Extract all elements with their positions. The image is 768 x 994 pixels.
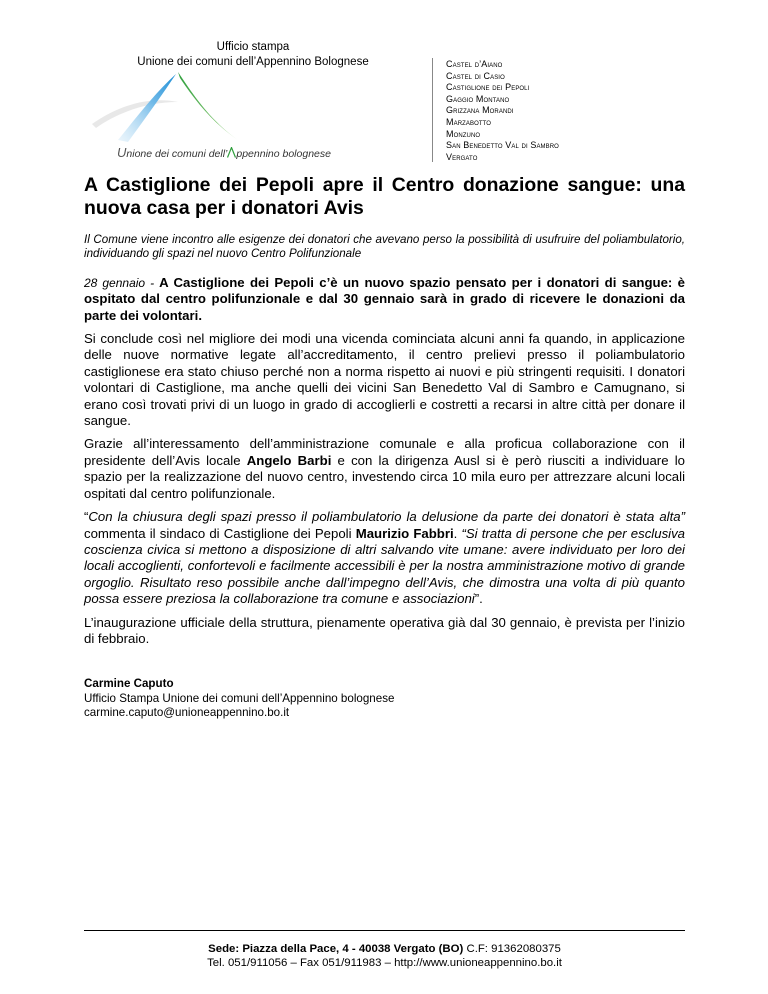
municipality-item: San Benedetto Val di Sambro — [446, 140, 559, 151]
attribution-text: commenta il sindaco di Castiglione dei Pepoli — [84, 525, 356, 541]
logo-text-middle: nione dei comuni dell’ — [126, 148, 228, 160]
union-logo — [88, 66, 258, 148]
quote-text: Con la chiusura degli spazi presso il poliambulatorio la delusione da parte dei donatori è stata alta” — [88, 509, 685, 525]
municipality-item: Gaggio Montano — [446, 93, 510, 104]
union-name: Unione dei comuni dell’Appennino Bolognese — [137, 55, 369, 68]
municipality-item: Grizzana Morandi — [446, 105, 514, 116]
footer — [84, 942, 685, 970]
municipality-item: Vergato — [446, 151, 478, 162]
lead-text: A Castiglione dei Pepoli c’è un nuovo spazio pensato per i donatori di sangue: è ospitato dal centro polifunzionale e dal 30 gennaio sarà in grado di ricevere le donazioni da parte dei volontari. — [84, 274, 685, 323]
attribution-punct: . — [453, 525, 462, 541]
paragraph-collaboration — [84, 436, 685, 502]
logo-text-end: ppennino bolognese — [236, 148, 331, 160]
footer-contacts[interactable]: Tel. 051/911056 – Fax 051/911983 – http://www.unioneappennino.bo.it — [207, 957, 562, 969]
press-office-heading — [128, 40, 378, 69]
quote-mark: ”. — [474, 591, 483, 607]
article-subtitle: Il Comune viene incontro alle esigenze dei donatori che avevano perso la possibilità di usufruire del poliambulatorio, individuando gli spazi nel nuovo Centro Polifunzionale — [84, 233, 685, 261]
person-name-fabbri: Maurizio Fabbri — [355, 525, 454, 541]
signature-email[interactable]: carmine.caputo@unioneappennino.bo.it — [84, 705, 290, 719]
footer-tax-id: C.F: 91362080375 — [463, 943, 561, 955]
municipality-item: Castiglione dei Pepoli — [446, 82, 530, 93]
footer-address-line — [84, 942, 685, 956]
signature-block — [84, 677, 685, 720]
quote-mark: “ — [84, 509, 89, 525]
header-divider — [432, 58, 433, 162]
paragraph-text: e con la dirigenza Ausl si è però riusciti a individuare lo spazio per la realizzazione del nuovo centro, investendo circa 10 mila euro per attrezzare alcuni locali ospitati dal centro polifunzionale. — [84, 452, 685, 501]
lead-paragraph — [84, 275, 685, 324]
article-body — [84, 174, 685, 720]
press-office-title: Ufficio stampa — [216, 41, 290, 53]
municipality-item: Marzabotto — [446, 116, 492, 127]
paragraph-text: Grazie all’interessamento dell’amministrazione comunale e alla proficua collaborazione con il presidente dell’Avis locale — [84, 436, 685, 468]
signature-role: Ufficio Stampa Unione dei comuni dell’Appennino bolognese — [84, 691, 395, 705]
article-title: A Castiglione dei Pepoli apre il Centro donazione sangue: una nuova casa per i donatori Avis — [84, 174, 685, 219]
mayor-quote-paragraph — [84, 509, 685, 607]
green-swoosh-shape — [178, 72, 238, 140]
logo-wordmark — [117, 145, 331, 160]
quote-text: “Si tratta di persone che per esclusiva coscienza civica si mettono a disposizione di altri salvando vite umane: avere individuato per loro dei locali accoglienti, confortevoli e facilmente accessibili è per la nostra amministrazione motivo di grande orgoglio. Risultato reso possibile anche dall’impegno dell’Avis, che dimostra una volta di più quanto possa essere preziosa la collaborazione tra comune e associazioni — [84, 525, 686, 607]
logo-letter-u: U — [117, 145, 127, 160]
municipality-item: Castel d’Aiano — [446, 59, 503, 69]
municipality-item: Monzuno — [446, 128, 481, 139]
person-name-barbi: Angelo Barbi — [246, 452, 332, 468]
footer-divider — [84, 930, 685, 931]
municipalities-list — [446, 59, 559, 163]
footer-address: Sede: Piazza della Pace, 4 - 40038 Vergato (BO) — [208, 943, 464, 955]
municipality-item: Castel di Casio — [446, 70, 505, 81]
article-date: 28 gennaio - — [84, 275, 160, 290]
paragraph-background: Si conclude così nel migliore dei modi una vicenda cominciata alcuni anni fa quando, in applicazione delle nuove normative legate all’accreditamento, il centro prelievi presso il poliambulatorio castiglionese era stato chiuso perché non a norma rispetto ai nuovi e più stringenti requisiti. I donatori volontari di Castiglione, ma anche quelli dei vicini San Benedetto Val di Sambro e Camugnano, si erano così trovati privi di un luogo in grado di accoglierli e costretti a recarsi in altre città per donare il sangue. — [84, 331, 685, 429]
paragraph-inauguration: L’inaugurazione ufficiale della struttura, pienamente operativa già dal 30 gennaio, è prevista per l’inizio di febbraio. — [84, 614, 685, 646]
signature-name: Carmine Caputo — [84, 677, 174, 691]
